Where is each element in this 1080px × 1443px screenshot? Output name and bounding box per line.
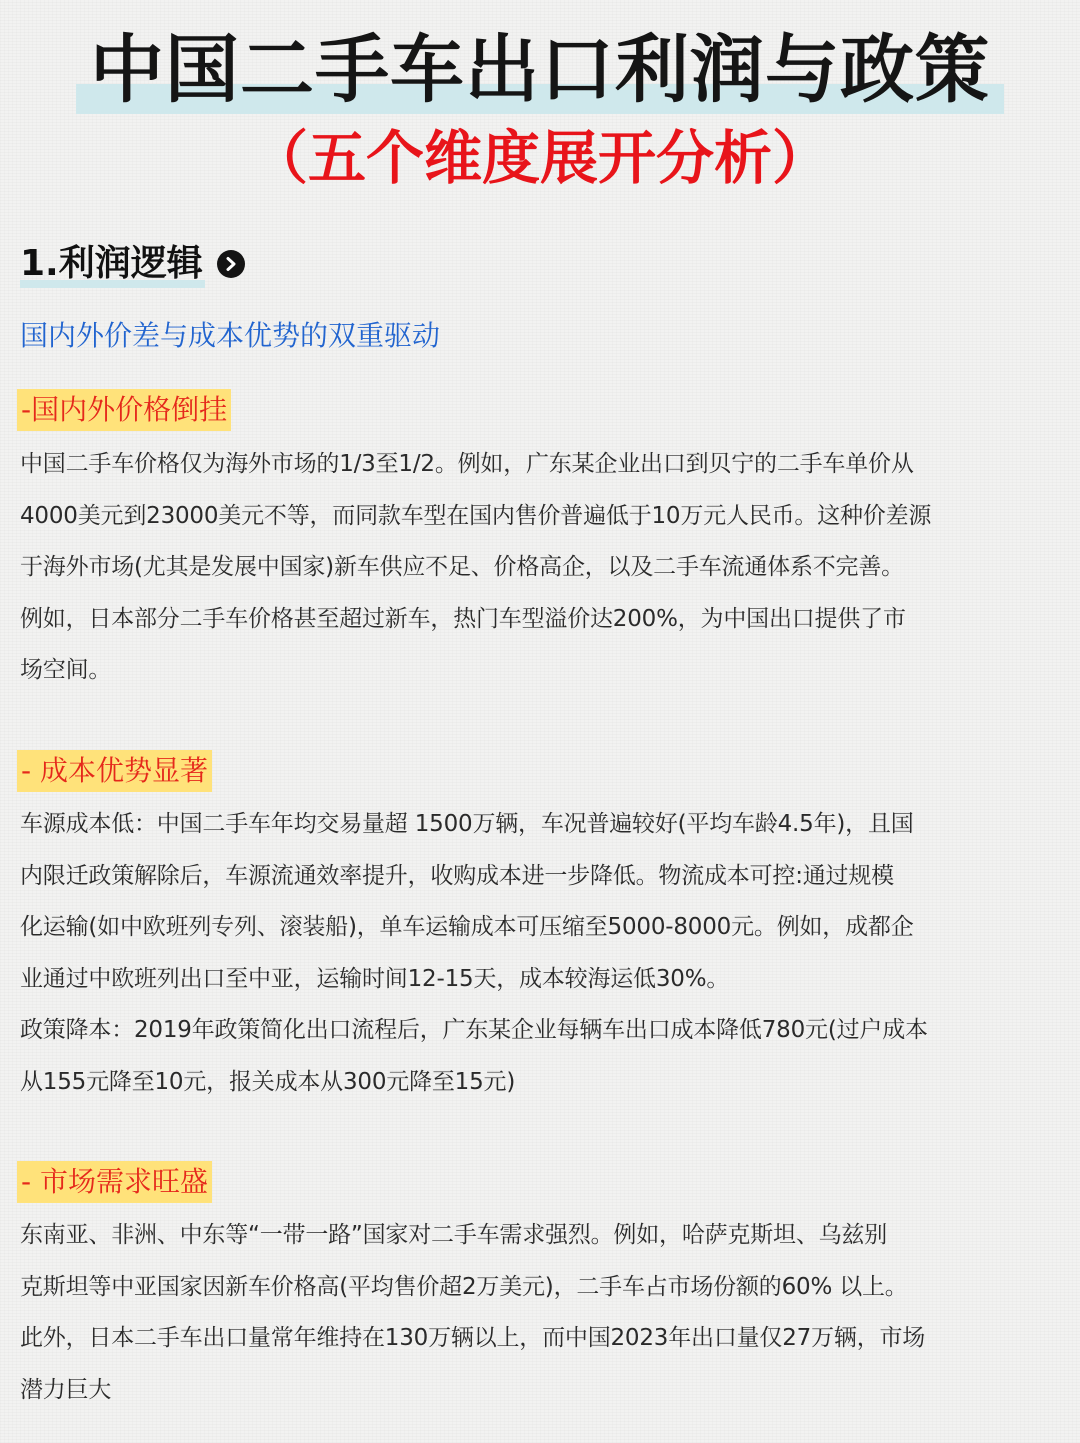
- title-wrap: [0, 22, 1080, 118]
- paragraph-market-demand: 东南亚、非洲、中东等“一带一路”国家对二手车需求强烈。例如，哈萨克斯坦、乌兹别 克斯坦等中亚国家因新车价格高(平均售价超2万美元)，二手车占市场份额的60% 以上。 此外，日本二手车出口量常年维持在130万辆以上，而中国2023年出口量仅27万辆，市场 潜力巨大: [20, 1222, 926, 1403]
- section-heading: [20, 234, 245, 294]
- paragraph-policy-cost: 政策降本：2019年政策简化出口流程后，广东某企业每辆车出口成本降低780元(过户成本 从155元降至10元，报关成本从300元降至15元): [20, 1017, 928, 1095]
- subheading-cost-advantage: - 成本优势显著: [17, 750, 212, 792]
- page-title: [76, 22, 1004, 118]
- page-subtitle: （五个维度展开分析）: [249, 124, 830, 192]
- arrow-right-circle-icon: [217, 250, 245, 278]
- section-title: 1.利润逻辑: [20, 236, 205, 292]
- paragraph-price-inversion: 中国二手车价格仅为海外市场的1/3至1/2。例如，广东某企业出口到贝宁的二手车单价从 4000美元到23000美元不等，而同款车型在国内售价普遍低于10万元人民币。这种价差源 于海外市场(尤其是发展中国家)新车供应不足、价格高企，以及二手车流通体系不完善。 例如，日本部分二手车价格甚至超过新车，热门车型溢价达200%，为中国出口提供了市 场空间。: [20, 451, 932, 683]
- page-title-text: 中国二手车出口利润与政策: [90, 27, 990, 113]
- subheading-market-demand: - 市场需求旺盛: [17, 1161, 212, 1203]
- paragraph-cost-advantage: 车源成本低：中国二手车年均交易量超 1500万辆，车况普遍较好(平均车龄4.5年)，且国 内限迁政策解除后，车源流通效率提升，收购成本进一步降低。物流成本可控:通过规模 化运输(如中欧班列专列、滚装船)，单车运输成本可压缩至5000-8000元。例如，成都企 业通过中欧班列出口至中亚，运输时间12-15天，成本较海运低30%。: [20, 811, 914, 992]
- subheading-price-inversion: -国内外价格倒挂: [17, 389, 231, 431]
- section-tagline: 国内外价差与成本优势的双重驱动: [20, 319, 441, 352]
